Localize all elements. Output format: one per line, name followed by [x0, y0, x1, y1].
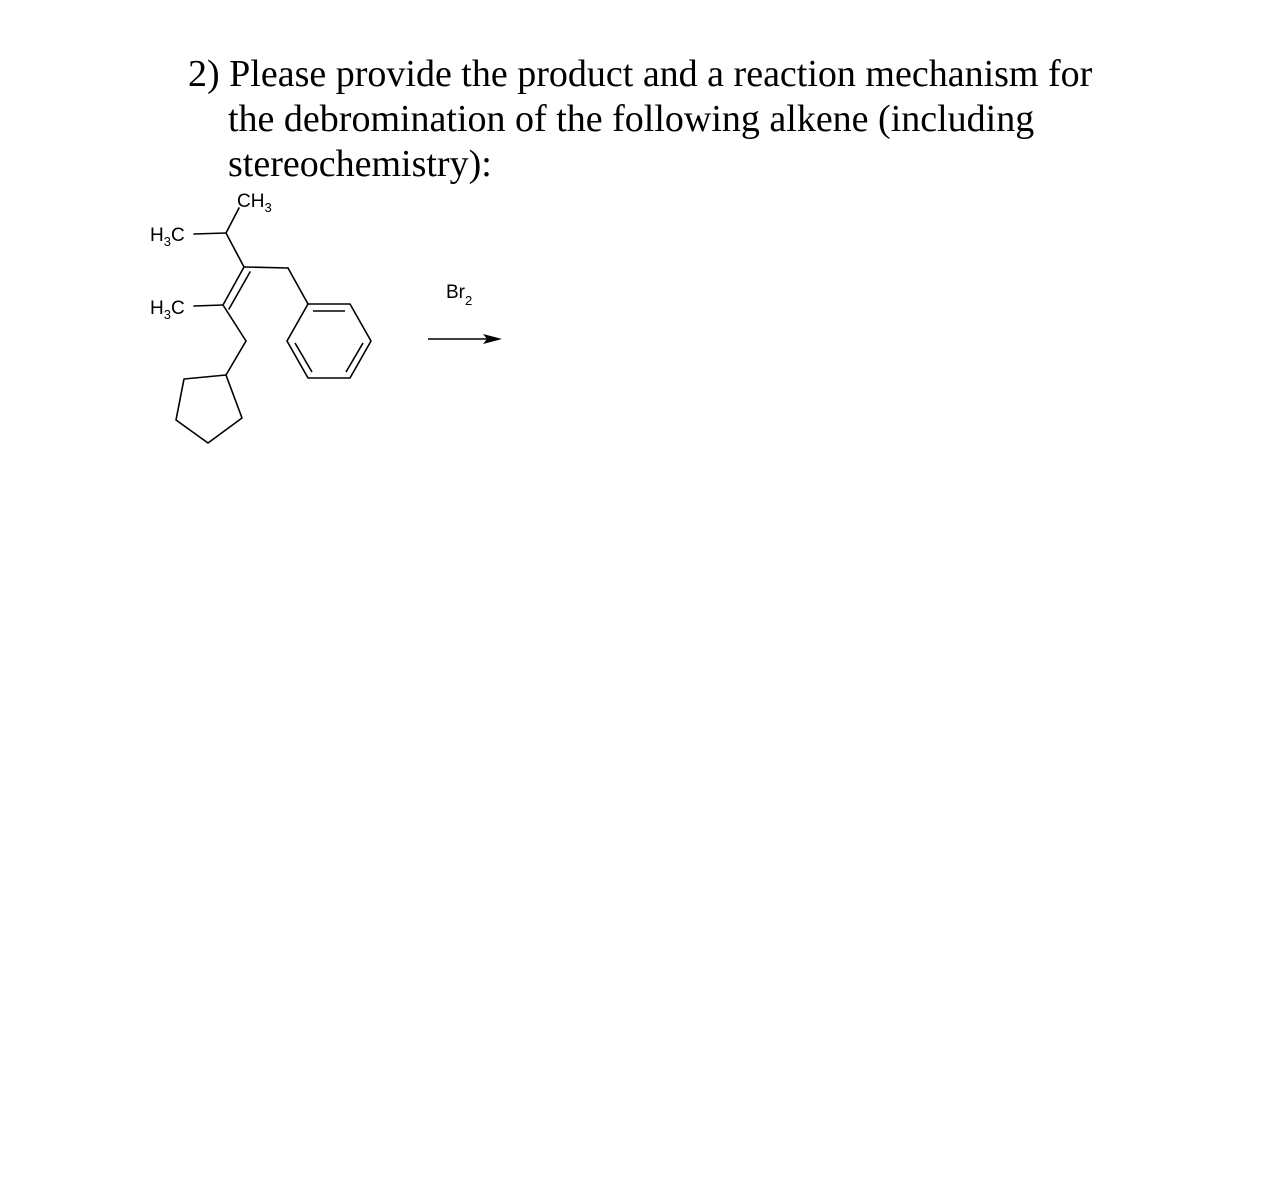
cyclopentane-pentagon [176, 375, 242, 443]
label-h3c-lower: $H_3C$ [150, 298, 185, 322]
bond-ch2-phenyl [288, 268, 308, 304]
bond-alkene-ch2 [244, 267, 288, 268]
question-line-1: 2) Please provide the product and a reaction mechanism for [188, 53, 1093, 95]
benzene-inner-bond-3 [295, 343, 312, 372]
reagent-label: $Br_2$ [446, 282, 473, 308]
bond-h3c-lower [194, 305, 223, 306]
reaction-arrow [428, 334, 502, 344]
bond-ch-to-alkene [226, 233, 244, 267]
label-ch3-top: $CH_3$ [237, 191, 272, 215]
alkene-structure [194, 208, 308, 375]
bond-h3c-upper [194, 233, 226, 234]
bond-alkene-ch2-lower [223, 305, 246, 341]
cyclopentane-ring [176, 375, 242, 443]
benzene-inner-bond-2 [346, 343, 363, 372]
bond-ch2-cyclopentyl [226, 341, 246, 375]
double-bond-inner [229, 272, 250, 309]
double-bond-main [223, 267, 244, 305]
question-line-2: the debromination of the following alkene (including [228, 98, 1035, 140]
label-h3c-upper: $H_3C$ [150, 225, 185, 249]
benzene-ring [287, 304, 371, 378]
benzene-hexagon [287, 304, 371, 378]
question-line-3: stereochemistry): [228, 143, 492, 185]
